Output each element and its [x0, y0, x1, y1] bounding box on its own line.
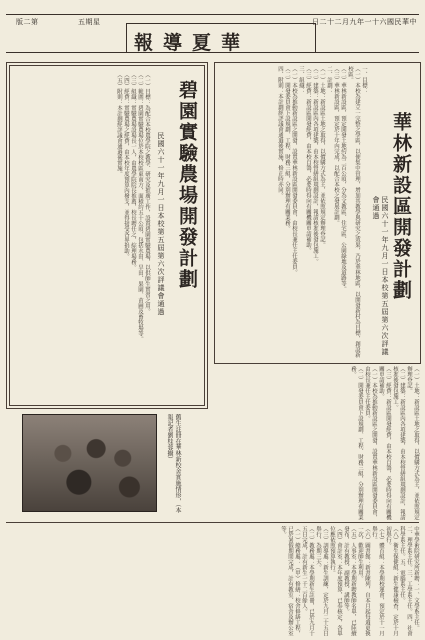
edition-label: 版二第 [16, 18, 39, 26]
photo-caption: 舊生註冊在華林新校舍實施情形，（本報記者劉桂蓉攝） [166, 414, 181, 513]
publication-date: 日二十二月九年一十六國民華中 [312, 18, 417, 26]
article2-body: （一）目標：為配合本校農學院之教學、研究及推廣工作，設置碧園實驗農場，以供師生實習之用。 （二）範圍：碧園實驗農場位於本校校區東南方，面積約五十公頃，包括水田、旱田、果園、苗圃及畜牧場等。 （三）組織：實驗農場設場長一人，由農學院院長推薦，校長聘任之，綜理場務。 （四）經費：實驗農場之經費，由本校年度預算內撥支，並得接受各界捐助。 （五）附則：本計劃經評議會通過後實施。 [116, 72, 150, 342]
registration-photo [22, 414, 157, 512]
masthead-top-rule [6, 14, 419, 15]
article2-title: 碧園實驗農場開發計劃 [176, 80, 198, 290]
article1-continued: （一）土地：新設區土地之取得，以價購方式為主，並依照規定辦理登記。 （二）建築：新設區內各項建築，由本校營繕組規劃設計，報請核准後發包施工。 （三）經費：新設區開發經費，由本校自籌，必要時得向有關機關申請補助。 （一）本校為推動新設區之開發，設置華林新設區開發委員會，由校長兼任主任委員。 （二）開發委員會下設規劃、工程、財務三組，分別辦理有關業務。 [350, 366, 419, 520]
article1-body: 一、目標： （一）本校為建立一完整之學區，以便集中管理，增加其教學與研究之效果，乃於華林地區，以開發新村為目標，創設新校區。 （二）華林新設區，預定開發土地約為二百公頃，分為文教區、住宅區、公園綠地及道路等。 （三）華林新設區，預定於十年內完成，以配合本校之發展計劃。 二、計劃： （一）土地：新設區土地之取得，以價購方式為主，並依照規定辦理登記。 （二）建築：新設區內各項建築，由本校營繕組規劃設計，報請核准後發包施工。 （三）經費：新設區開發經費，由本校自籌，必要時得向有關機關申請補助。 三、組織： （一）本校為推動新設區之開發，設置華林新設區開發委員會，由校長兼任主任委員。 （二）開發委員會下設規劃、工程、財務三組，分別辦理有關業務。 四、附則：本計劃經評議會通過後實施，修正時亦同。 [277, 66, 367, 358]
newspaper-title: 報導夏華 [134, 32, 251, 54]
weekday-label: 五期星 [78, 18, 101, 26]
bottom-section-rule [6, 522, 419, 523]
article1-title: 華林新設區開發計劃 [390, 112, 412, 301]
article2-subtitle: 民國六十一年九月一日本校第五屆第六次評議會通過 [157, 132, 165, 316]
bottom-news-columns: 中華學術院研究所新聘：一、文學系主任。二、理學系主任。三、工學系主任。四、社會科學系主任。五、電腦系主任。 （八）衛生保健組：新生健康檢查，定於十月初舉行。 （七）體育組：本學期校運會，預定於十一月舉行。 （六）圖書館：新書陳列，自本月起每週更換一次，歡迎師生利用。 （五）人事室：本學期新聘教師名單，已陸續發布，計有教授、副教授、講師等。 （四）會計室：本年度預算，已奉核定，各單位應依照預算執行。 （三）訓導處：新生訓練，定於九月二十五日舉行，為期三天。 （二）教務處：本學期新生註冊，已於九月十五日完成，計有新生一千二百餘人。 （一）總務處：（甲）修繕：校舍修繕工程，已於暑假期間完成，計有教室、宿舍及辦公室等。 [280, 526, 419, 636]
article1-subtitle: 民國六十一年九月一日本校第五屆第六次評議會通過 [372, 196, 389, 356]
masthead [6, 4, 419, 54]
